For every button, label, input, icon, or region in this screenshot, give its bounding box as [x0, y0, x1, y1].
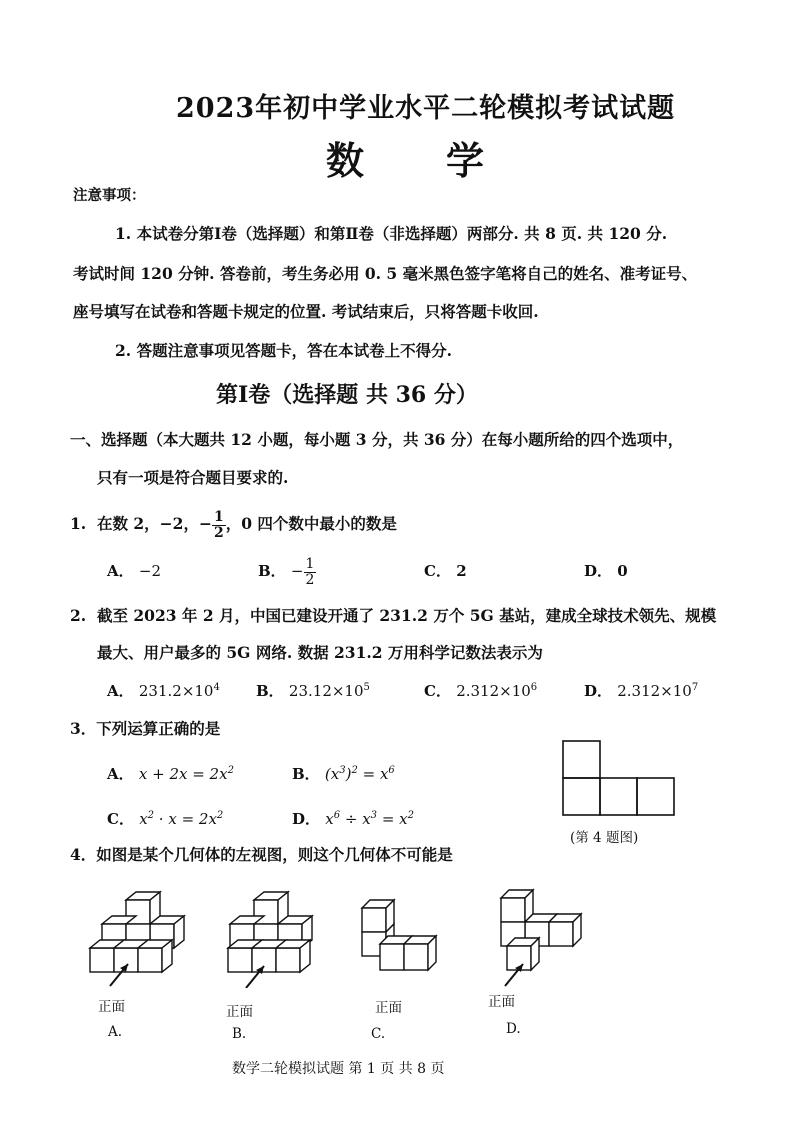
- q3-option-b: B． $(x^3)^2 = x^6$: [292, 765, 395, 783]
- notice-line-2: 考试时间 120 分钟. 答卷前，考生务必用 0. 5 毫米黑色签字笔将自己的姓名、准考证号、: [73, 264, 698, 283]
- section-instruction-2: 只有一项是符合题目要求的.: [97, 468, 289, 487]
- q4-figure-b: [220, 888, 335, 988]
- question-4-stem: 4．如图是某个几何体的左视图，则这个几何体不可能是: [70, 845, 453, 864]
- q1-option-a: A． −2: [107, 562, 161, 580]
- q3-option-c: C． $x^2 \cdot x = 2x^2$: [107, 810, 224, 828]
- q4-a-label: A.: [108, 1024, 123, 1040]
- q3-option-a: A． $x + 2x = 2x^2$: [107, 765, 234, 783]
- subject-char-2: 学: [446, 138, 485, 183]
- q4-d-label: D.: [506, 1021, 521, 1037]
- figure-4-left-view: [555, 738, 685, 820]
- q4-d-front-label: 正面: [488, 994, 515, 1010]
- q1-option-b: B． − $\frac{1}{2}$: [258, 555, 315, 588]
- q2-option-d: D． $2.312\times 10^7$: [584, 682, 699, 700]
- question-3-stem: 3．下列运算正确的是: [70, 719, 221, 738]
- subject-title: [326, 130, 484, 185]
- section-heading: 第Ⅰ卷（选择题 共 36 分）: [216, 382, 478, 408]
- page-title: 2023年初中学业水平二轮模拟考试试题: [176, 93, 676, 124]
- question-2-line-2: 最大、用户最多的 5G 网络. 数据 231.2 万用科学记数法表示为: [97, 643, 543, 662]
- q4-c-front-label: 正面: [375, 1000, 402, 1016]
- q2-option-c: C． $2.312\times 10^6$: [424, 682, 538, 700]
- question-1-stem: 1. 在数 2，−2，− $\frac{1}{2}$ ，0 四个数中最小的数是: [70, 508, 397, 541]
- q4-a-front-label: 正面: [98, 999, 125, 1015]
- q4-c-label: C.: [371, 1026, 386, 1042]
- page-footer: 数学二轮模拟试题 第 1 页 共 8 页: [232, 1061, 445, 1077]
- q4-b-label: B.: [232, 1026, 247, 1042]
- q2-option-a: A． $231.2\times 10^4$: [107, 682, 220, 700]
- subject-char-1: 数: [326, 138, 365, 183]
- q4-figure-a: [82, 888, 197, 988]
- notice-line-1: 1. 本试卷分第Ⅰ卷（选择题）和第Ⅱ卷（非选择题）两部分. 共 8 页. 共 120 分.: [115, 224, 668, 243]
- q2-option-b: B． $23.12\times 10^5$: [256, 682, 370, 700]
- fraction-half: $\frac{1}{2}$: [213, 508, 224, 541]
- question-2-line-1: 2. 截至 2023 年 2 月，中国已建设开通了 231.2 万个 5G 基站，建成全球技术领先、规模: [70, 606, 717, 625]
- figure-4-caption: (第 4 题图): [570, 830, 639, 846]
- q4-figure-c: [356, 892, 456, 987]
- section-instruction-1: 一、选择题（本大题共 12 小题，每小题 3 分，共 36 分）在每小题所给的四个选项中，: [70, 430, 684, 449]
- q1-option-d: D． 0: [584, 562, 628, 580]
- notice-line-4: 2. 答题注意事项见答题卡，答在本试卷上不得分.: [115, 341, 452, 360]
- q3-option-d: D． $x^6 \div x^3 = x^2$: [292, 810, 414, 828]
- q1-option-c: C． 2: [424, 562, 467, 580]
- notice-line-3: 座号填写在试卷和答题卡规定的位置. 考试结束后，只将答题卡收回.: [73, 302, 539, 321]
- q4-figure-d: [495, 884, 605, 989]
- notice-heading: 注意事项：: [73, 187, 146, 204]
- q4-b-front-label: 正面: [226, 1004, 253, 1020]
